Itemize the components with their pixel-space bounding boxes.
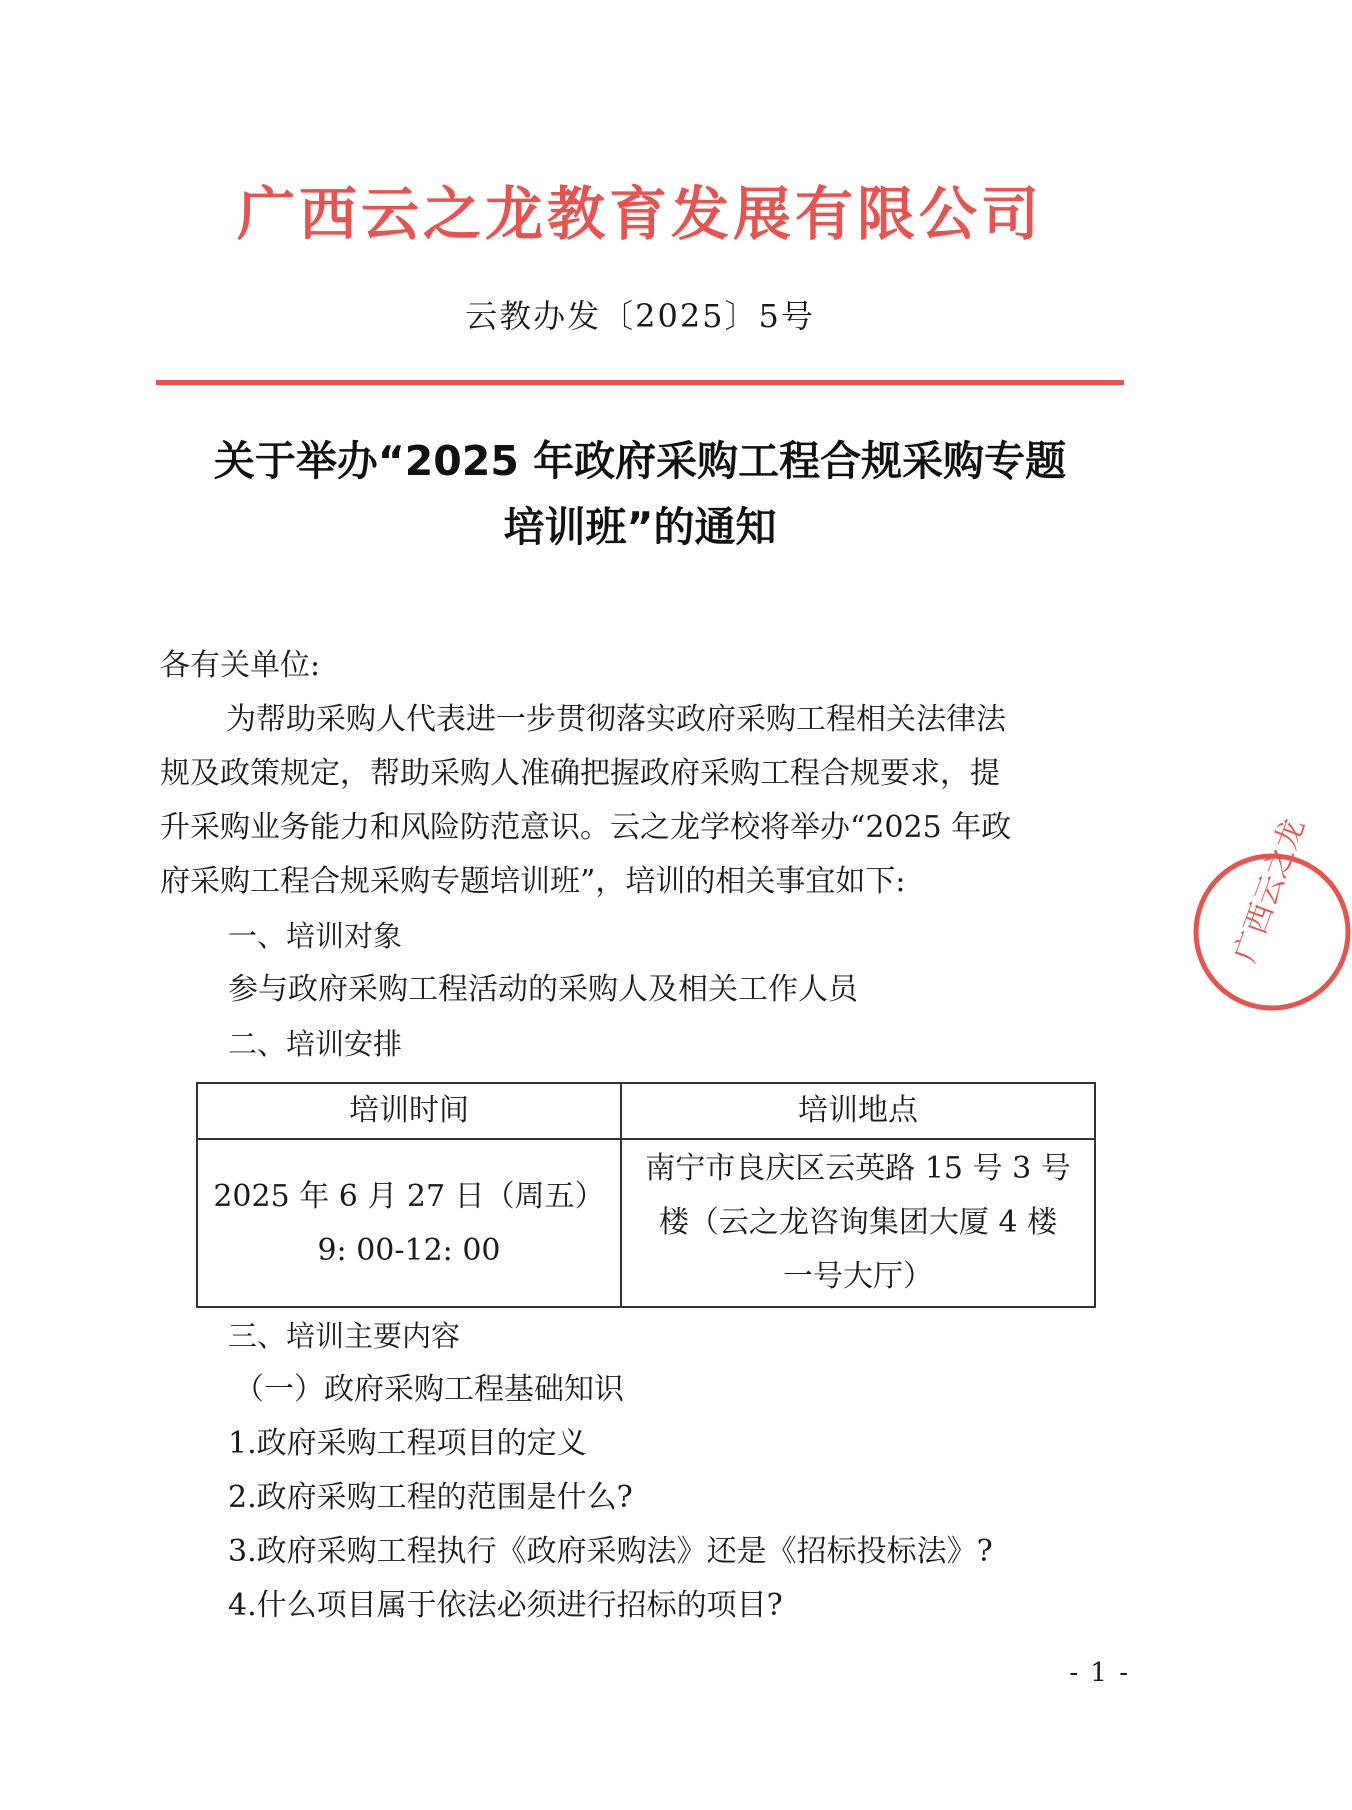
location-line-2: 楼（云之龙咨询集团大厦 4 楼 <box>658 1205 1058 1240</box>
table-header-time: 培训时间 <box>349 1093 469 1128</box>
table-header-divider <box>198 1138 1094 1140</box>
schedule-table <box>196 1082 1096 1308</box>
location-line-1: 南宁市良庆区云英路 15 号 3 号 <box>645 1151 1071 1186</box>
intro-line-4: 府采购工程合规采购专题培训班”，培训的相关事宜如下: <box>160 864 906 899</box>
intro-line-1: 为帮助采购人代表进一步贯彻落实政府采购工程相关法律法 <box>226 702 1006 737</box>
company-seal <box>1192 814 1352 1012</box>
intro-line-2: 规及政策规定，帮助采购人准确把握政府采购工程合规要求，提 <box>160 756 1000 791</box>
table-header-location: 培训地点 <box>798 1093 918 1128</box>
red-divider-line <box>156 380 1124 385</box>
section-heading-audience: 一、培训对象 <box>228 919 403 953</box>
content-item-1: 1.政府采购工程项目的定义 <box>228 1426 587 1461</box>
table-cell-location <box>622 1142 1094 1304</box>
table-cell-time <box>198 1170 620 1278</box>
seal-text: 广西云之龙 <box>1227 814 1312 968</box>
location-line-3: 一号大厅） <box>783 1259 933 1294</box>
section-heading-schedule: 二、培训安排 <box>228 1027 403 1061</box>
intro-line-3: 升采购业务能力和风险防范意识。云之龙学校将举办“2025 年政 <box>160 810 1012 845</box>
section-heading-content: 三、培训主要内容 <box>228 1319 461 1353</box>
notice-title-line-2: 培训班”的通知 <box>503 503 777 551</box>
time-line-hours: 9: 00-12: 00 <box>317 1233 501 1268</box>
content-item-3: 3.政府采购工程执行《政府采购法》还是《招标投标法》? <box>228 1534 993 1569</box>
audience-text: 参与政府采购工程活动的采购人及相关工作人员 <box>228 972 858 1007</box>
time-line-date: 2025 年 6 月 27 日（周五） <box>213 1179 605 1214</box>
document-number: 云教办发〔2025〕5号 <box>465 297 815 335</box>
page-number: - 1 - <box>1069 1658 1130 1688</box>
salutation: 各有关单位: <box>160 648 321 683</box>
notice-title-line-1: 关于举办“2025 年政府采购工程合规采购专题 <box>213 437 1067 485</box>
content-item-4: 4.什么项目属于依法必须进行招标的项目? <box>228 1588 783 1623</box>
content-item-2: 2.政府采购工程的范围是什么? <box>228 1480 633 1515</box>
organization-name: 广西云之龙教育发展有限公司 <box>236 180 1043 248</box>
subsection-heading-basics: （一）政府采购工程基础知识 <box>234 1372 624 1407</box>
notice-title <box>150 428 1130 560</box>
